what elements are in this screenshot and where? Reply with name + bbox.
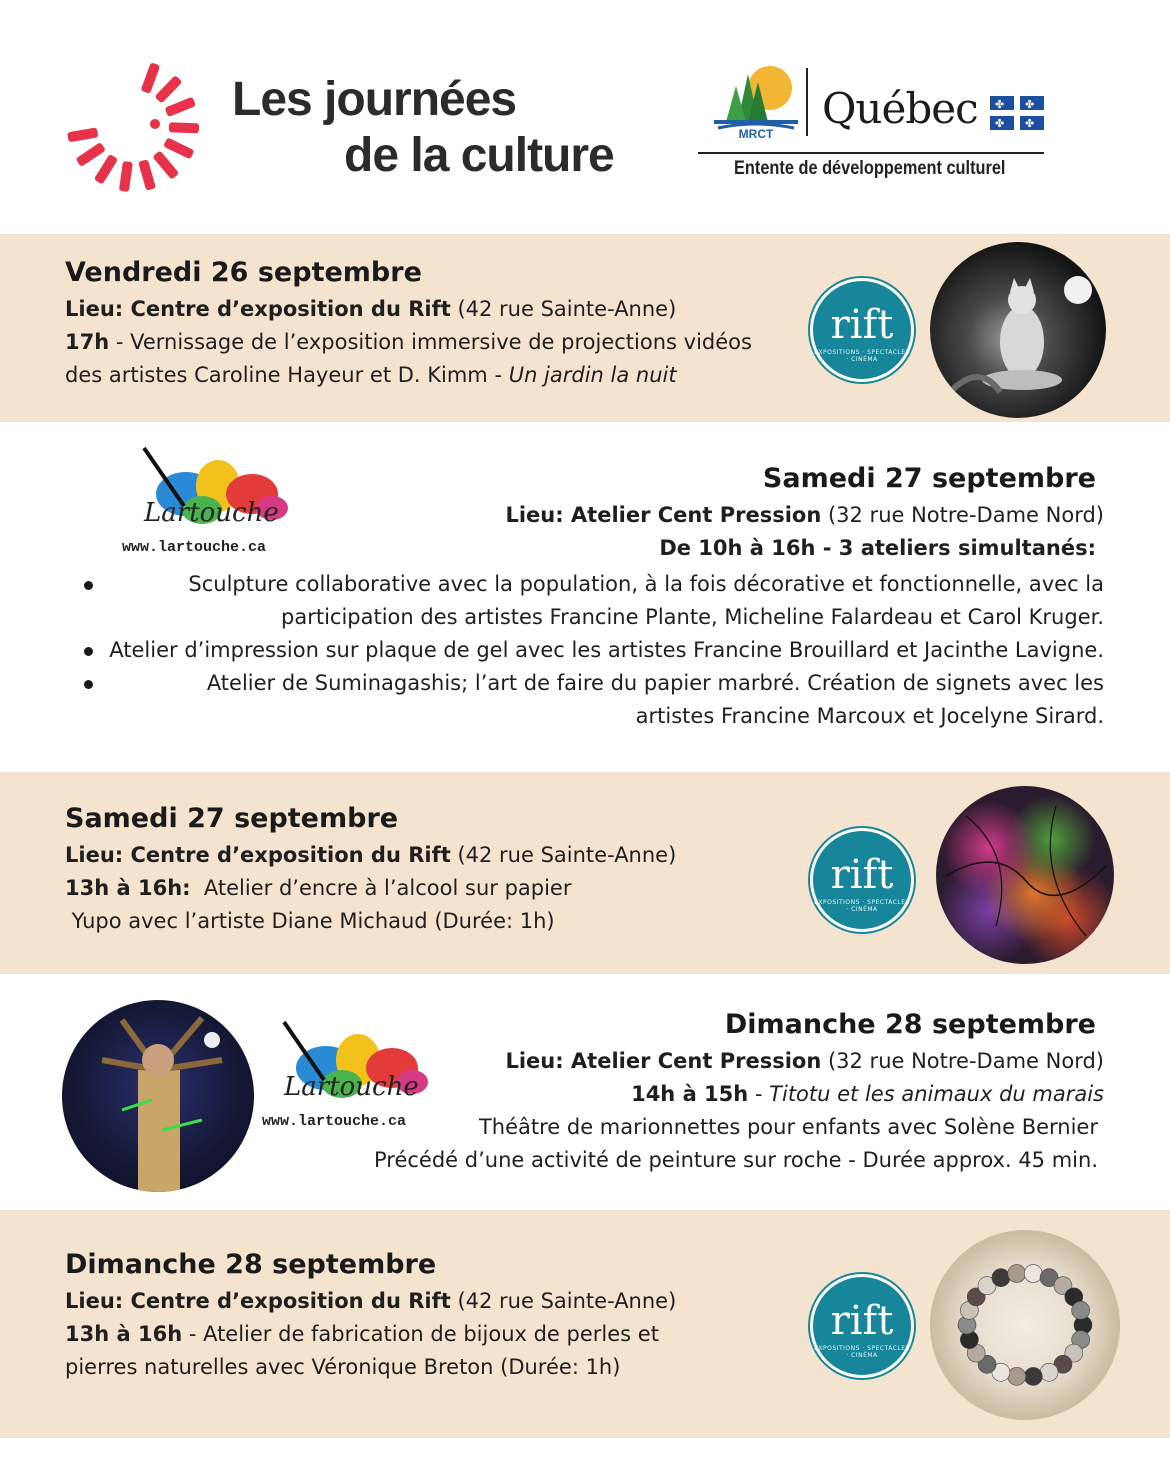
sunburst-ray — [163, 137, 194, 159]
rift-logo — [810, 1274, 914, 1378]
event-band-3 — [0, 772, 1170, 974]
event-time: 13h à 16h: — [65, 876, 191, 900]
location-label: Lieu: Atelier Cent Pression — [505, 1049, 822, 1073]
list-item — [80, 667, 1104, 733]
event-desc-line-1 — [65, 326, 752, 359]
list-item-line: Atelier de Suminagashis; l’art de faire du papier marbré. Création de signets avec les — [206, 671, 1104, 695]
lartouche-url: www.lartouche.ca — [122, 539, 267, 556]
svg-text:✤: ✤ — [1025, 98, 1035, 111]
event-day-heading: Dimanche 28 septembre — [724, 1009, 1096, 1040]
sunburst-ray — [138, 159, 156, 191]
lartouche-name: Lartouche — [284, 1072, 419, 1102]
rift-tagline: EXPOSITIONS · SPECTACLES · CINÉMA — [814, 349, 910, 363]
event-location — [65, 293, 752, 326]
event-time: 13h à 16h — [65, 1322, 183, 1346]
sunburst-dot — [150, 119, 160, 129]
quebec-wordmark: Québec — [822, 84, 978, 133]
bead — [1072, 1301, 1090, 1319]
event-work-title: Un jardin la nuit — [508, 363, 677, 387]
event-2-header — [505, 462, 1104, 565]
bullet-dot — [84, 647, 93, 656]
sunburst-ray — [94, 154, 118, 185]
event-day-heading: Samedi 27 septembre — [65, 803, 399, 834]
mrct-label: MRCT — [738, 127, 774, 140]
event-desc: - Atelier de fabrication de bijoux de perles et — [182, 1322, 659, 1346]
alcohol-ink-artwork-photo — [936, 786, 1114, 964]
location-address: (32 rue Notre-Dame Nord) — [827, 1049, 1104, 1073]
location-label: Lieu: Atelier Cent Pression — [505, 503, 822, 527]
journees-culture-wordmark — [232, 74, 614, 182]
list-item-line: Atelier d’impression sur plaque de gel avec les artistes Francine Brouillard et Jacinthe Lavigne. — [109, 638, 1104, 662]
event-desc: Atelier d’encre à l’alcool sur papier — [190, 876, 572, 900]
event-band-4 — [0, 974, 1170, 1210]
list-item — [80, 568, 1104, 634]
event-desc-line-2: pierres naturelles avec Véronique Breton (Durée: 1h) — [65, 1355, 621, 1379]
bead — [1008, 1367, 1026, 1385]
separator: - — [748, 1082, 770, 1106]
puppet-theatre-photo — [62, 1000, 254, 1192]
event-location — [65, 1285, 676, 1318]
event-work-title: Titotu et les animaux du marais — [769, 1082, 1104, 1106]
list-item-line: participation des artistes Francine Plante, Micheline Falardeau et Carol Kruger. — [281, 605, 1104, 629]
svg-text:✤: ✤ — [995, 117, 1005, 130]
event-day-heading: Samedi 27 septembre — [762, 463, 1096, 494]
rift-logo — [810, 828, 914, 932]
event-time: 14h à 15h — [631, 1082, 749, 1106]
event-band-1 — [0, 234, 1170, 422]
workshop-list — [80, 568, 1104, 733]
sunburst-ray — [165, 97, 197, 118]
mrct-logo — [714, 62, 798, 140]
logo-divider — [806, 68, 808, 136]
event-desc: des artistes Caroline Hayeur et D. Kimm - — [65, 363, 509, 387]
svg-text:✤: ✤ — [1025, 117, 1035, 130]
sunburst-ray — [75, 142, 105, 167]
event-location — [505, 499, 1104, 532]
event-time: 17h — [65, 330, 110, 354]
location-address: (42 rue Sainte-Anne) — [457, 843, 677, 867]
cat-statue-photo — [930, 242, 1106, 418]
list-item-line: Sculpture collaborative avec la population, à la fois décorative et fonctionnelle, avec la — [188, 572, 1104, 596]
journees-culture-sunburst-logo — [66, 56, 200, 196]
event-location — [374, 1045, 1104, 1078]
bead — [1024, 1265, 1042, 1283]
location-label: Lieu: Centre d’exposition du Rift — [65, 843, 451, 867]
event-day-heading: Dimanche 28 septembre — [65, 1249, 437, 1280]
page-header — [0, 0, 1170, 234]
location-address: (42 rue Sainte-Anne) — [457, 1289, 677, 1313]
event-1-text — [65, 256, 752, 392]
event-band-5 — [0, 1210, 1170, 1438]
sunburst-ray — [67, 127, 98, 142]
sunburst-ray — [141, 62, 161, 94]
event-day-heading: Vendredi 26 septembre — [65, 257, 422, 288]
event-time-line — [505, 532, 1096, 565]
list-item-line: artistes Francine Marcoux et Jocelyne Sirard. — [635, 704, 1104, 728]
event-time-line — [374, 1078, 1104, 1111]
bead — [992, 1269, 1010, 1287]
bullet-dot — [84, 581, 93, 590]
rift-logo — [810, 278, 914, 382]
event-desc-line-2: Yupo avec l’artiste Diane Michaud (Durée: 1h) — [65, 909, 555, 933]
wordmark-line-1: Les journées — [232, 73, 517, 126]
bead-bracelet-photo — [930, 1230, 1120, 1420]
quebec-flag-icon — [990, 96, 1044, 130]
event-band-2 — [0, 422, 1170, 772]
list-item — [80, 634, 1104, 667]
sunburst-ray — [154, 75, 182, 104]
sunburst-ray — [169, 122, 199, 133]
bead — [1008, 1265, 1026, 1283]
event-3-text — [65, 802, 676, 938]
rift-tagline: EXPOSITIONS · SPECTACLES · CINÉMA — [814, 899, 910, 913]
rift-tagline: EXPOSITIONS · SPECTACLES · CINÉMA — [814, 1345, 910, 1359]
svg-text:✤: ✤ — [995, 98, 1005, 111]
lartouche-name: Lartouche — [144, 498, 279, 528]
lartouche-url: www.lartouche.ca — [262, 1113, 407, 1130]
event-desc-line-2: Précédé d’une activité de peinture sur roche - Durée approx. 45 min. — [373, 1148, 1098, 1172]
bullet-dot — [84, 680, 93, 689]
location-address: (32 rue Notre-Dame Nord) — [827, 503, 1104, 527]
header-rule — [698, 152, 1044, 154]
event-location — [65, 839, 676, 872]
location-address: (42 rue Sainte-Anne) — [457, 297, 677, 321]
bead — [1040, 1363, 1058, 1381]
rift-wordmark: rift — [830, 1298, 894, 1344]
entente-subtitle: Entente de développement culturel — [734, 158, 1006, 179]
sunburst-ray — [119, 161, 133, 192]
event-4-text — [374, 1008, 1104, 1177]
event-desc-line-2 — [65, 359, 752, 392]
rift-wordmark: rift — [830, 302, 894, 348]
sunburst-ray — [152, 150, 179, 179]
event-desc: - Vernissage de l’exposition immersive de projections vidéos — [109, 330, 752, 354]
event-desc-line-1 — [65, 1318, 676, 1351]
event-desc-line-1 — [65, 872, 676, 905]
event-5-text — [65, 1248, 676, 1384]
rift-wordmark: rift — [830, 852, 894, 898]
location-label: Lieu: Centre d’exposition du Rift — [65, 297, 451, 321]
location-label: Lieu: Centre d’exposition du Rift — [65, 1289, 451, 1313]
event-desc-line-1: Théâtre de marionnettes pour enfants avec Solène Bernier — [478, 1115, 1098, 1139]
bead — [1024, 1367, 1042, 1385]
event-time: De 10h à 16h - 3 ateliers simultanés: — [659, 536, 1096, 560]
lartouche-logo — [122, 446, 312, 556]
wordmark-line-2: de la culture — [344, 129, 614, 182]
